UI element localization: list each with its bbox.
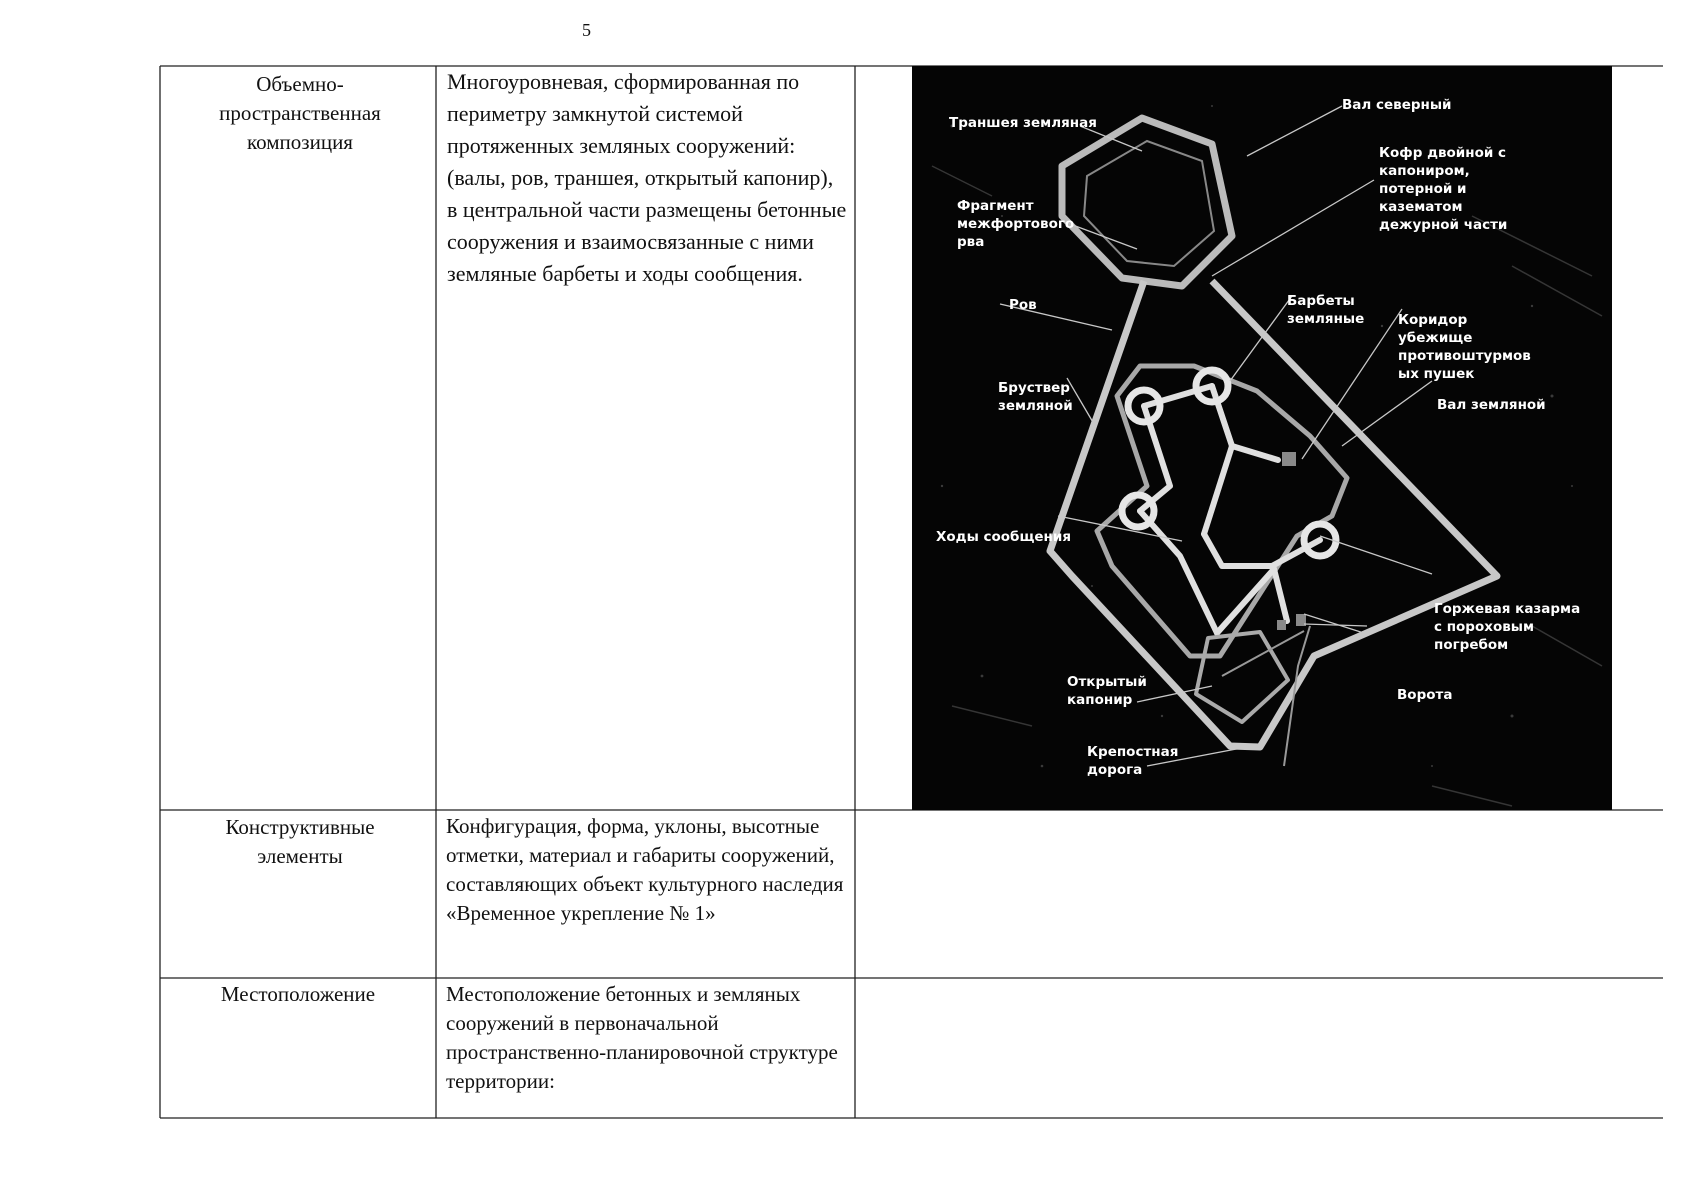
label-koridor-3: противоштурмов — [1398, 348, 1531, 364]
label-rov: Ров — [1009, 297, 1037, 313]
row-3-description: Местоположение бетонных и земляных сооружений в первоначальной пространственно-планировочной структуре территории: — [446, 982, 838, 1093]
page-number: 5 — [582, 20, 591, 40]
label-kofr-2: капониром, — [1379, 163, 1470, 179]
label-fragment-1: Фрагмент — [957, 198, 1034, 214]
label-koridor-2: убежище — [1398, 330, 1473, 346]
row-3-label: Местоположение — [220, 982, 376, 1006]
label-gorzh-2: с пороховым — [1434, 619, 1535, 635]
row-2-description: Конфигурация, форма, уклоны, высотные отметки, материал и габариты сооружений, составляющих объект культурного наследия «Временное укрепление № 1» — [446, 814, 844, 925]
fort-scheme — [912, 66, 1612, 810]
label-kofr-5: дежурной части — [1379, 217, 1508, 233]
label-val-severny: Вал северный — [1342, 97, 1452, 113]
label-bruster-2: земляной — [998, 398, 1073, 414]
label-fragment-3: рва — [957, 234, 985, 250]
row-2-label: Конструктивные элементы — [225, 815, 375, 868]
label-transheya: Траншея земляная — [949, 115, 1097, 131]
row-1-label: Объемно-пространственная композиция — [219, 72, 381, 154]
label-barbety-1: Барбеты — [1287, 293, 1355, 309]
label-bruster-1: Бруствер — [998, 380, 1070, 396]
label-kaponir-1: Открытый — [1067, 674, 1147, 690]
label-val-zemlyanoy: Вал земляной — [1437, 397, 1546, 413]
label-kofr-1: Кофр двойной с — [1379, 145, 1507, 161]
label-barbety-2: земляные — [1287, 311, 1365, 327]
label-kaponir-2: капонир — [1067, 692, 1133, 708]
label-koridor-1: Коридор — [1398, 312, 1468, 328]
label-kofr-3: потерной и — [1379, 181, 1467, 197]
label-gorzh-1: Горжевая казарма — [1434, 601, 1581, 617]
label-kofr-4: казематом — [1379, 199, 1463, 215]
label-doroga-2: дорога — [1087, 762, 1143, 778]
label-vorota: Ворота — [1397, 687, 1453, 703]
label-hody: Ходы сообщения — [936, 529, 1072, 545]
label-koridor-4: ых пушек — [1398, 366, 1475, 382]
label-doroga-1: Крепостная — [1087, 744, 1179, 760]
label-fragment-2: межфортового — [957, 216, 1075, 232]
row-1-description: Многоуровневая, сформированная по периметру замкнутой системой протяженных земляных сооружений: (валы, ров, траншея, открытый капонир), в центральной части размещены бетонные сооружения и взаимосвязанные с ними земляные барбеты и ходы сообщения. — [447, 69, 847, 286]
label-gorzh-3: погребом — [1434, 637, 1509, 653]
